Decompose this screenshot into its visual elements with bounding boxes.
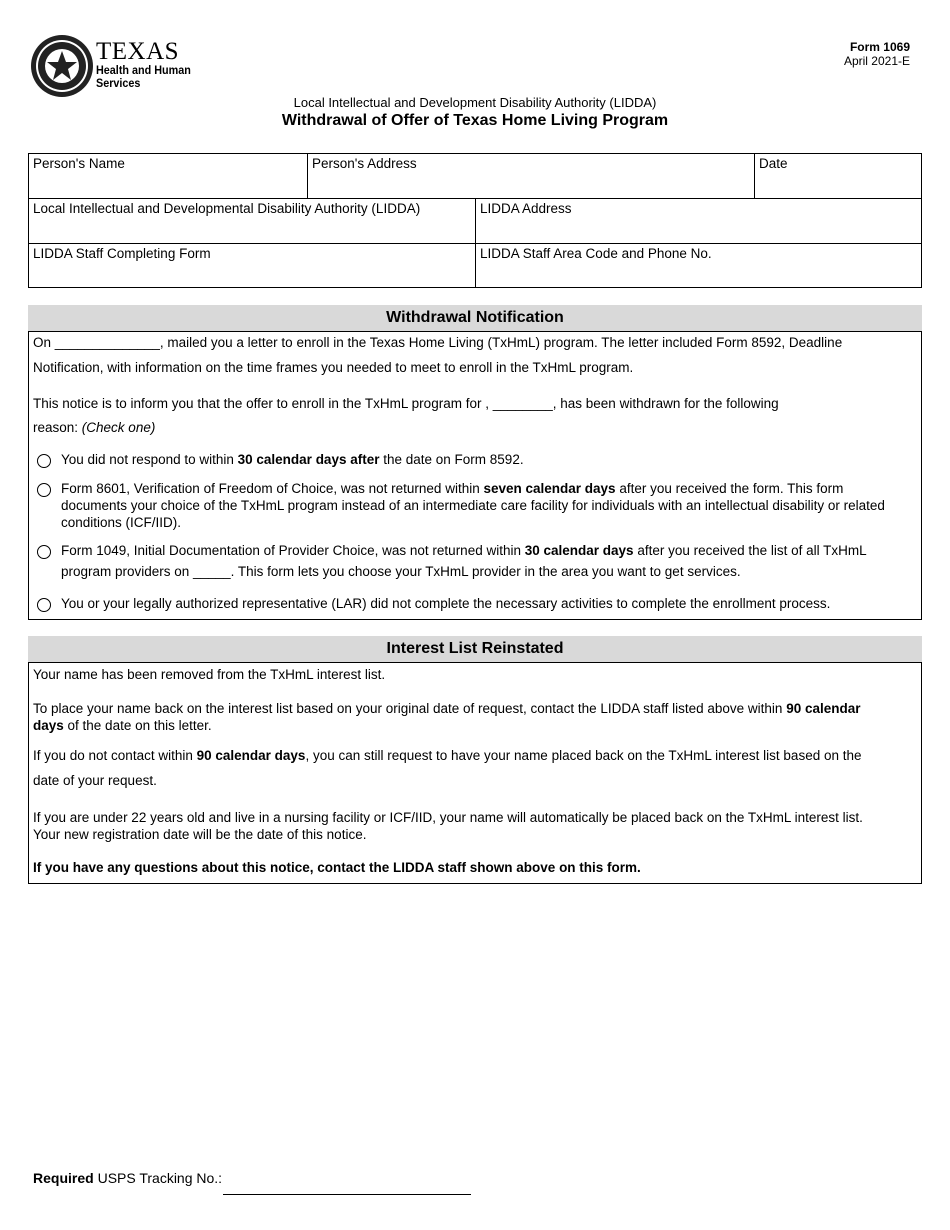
interest-para2-line2: days of the date on this letter. [33, 718, 212, 733]
lidda-address-field[interactable] [476, 199, 921, 243]
interest-para3-line2: date of your request. [33, 773, 157, 788]
lidda-staff-phone-label: LIDDA Staff Area Code and Phone No. [480, 246, 712, 261]
logo-hhs-line2: Services [96, 76, 141, 90]
lidda-staff-phone-field[interactable] [476, 244, 921, 288]
reason-radio-2[interactable] [37, 483, 51, 497]
withdrawal-para2-line1: This notice is to inform you that the offer to enroll in the TxHmL program for , ________, has been withdrawn for the following [33, 396, 779, 411]
lidda-field[interactable] [29, 199, 475, 243]
interest-para2-line1: To place your name back on the interest list based on your original date of request, contact the LIDDA staff listed above within 90 calendar [33, 701, 861, 716]
hhs-logo [30, 34, 200, 100]
persons-address-field[interactable] [308, 154, 754, 198]
form-subtitle: Local Intellectual and Development Disability Authority (LIDDA) [293, 95, 657, 110]
reason-radio-1[interactable] [37, 454, 51, 468]
reason-3-line1: Form 1049, Initial Documentation of Provider Choice, was not returned within 30 calendar days after you received the list of all TxHmL [61, 543, 867, 558]
date-label: Date [759, 156, 788, 171]
usps-tracking-label: Required USPS Tracking No.: [33, 1170, 223, 1186]
reason-radio-4[interactable] [37, 598, 51, 612]
form-number: Form 1069 [849, 40, 910, 54]
check-one-note: (Check one) [81, 420, 156, 435]
interest-para3-line1: If you do not contact within 90 calendar days, you can still request to have your name placed back on the TxHmL interest list based on the [33, 748, 862, 763]
interest-para1: Your name has been removed from the TxHmL interest list. [33, 667, 386, 682]
withdrawal-header: Withdrawal Notification [28, 305, 922, 331]
withdrawal-para1-line2: Notification, with information on the time frames you needed to meet to enroll in the TxHmL program. [33, 360, 634, 375]
reason-4-text: You or your legally authorized representative (LAR) did not complete the necessary activities to complete the enrollment process. [61, 596, 831, 611]
form-id [844, 40, 910, 68]
reason-3-line2: program providers on _____. This form lets you choose your TxHmL provider in the area you want to get services. [61, 564, 741, 579]
reason-2-line3: conditions (ICF/IID). [61, 515, 182, 530]
withdrawal-para1-line1: On ______________, mailed you a letter to enroll in the Texas Home Living (TxHmL) program. The letter included Form 8592, Deadline [33, 335, 843, 350]
logo-texas: TEXAS [96, 38, 180, 65]
interest-list-header: Interest List Reinstated [28, 636, 922, 662]
reason-2-line1: Form 8601, Verification of Freedom of Choice, was not returned within seven calendar days after you received the form. This form [61, 481, 844, 496]
lidda-address-label: LIDDA Address [480, 201, 572, 216]
texas-seal-icon [30, 34, 94, 98]
persons-name-field[interactable] [29, 154, 307, 198]
reason-2-line2: documents your choice of the TxHmL program instead of an intermediate care facility for individuals with an intellectual disability or related [61, 498, 885, 513]
withdrawal-section [28, 305, 922, 620]
interest-para4-line1: If you are under 22 years old and live in a nursing facility or ICF/IID, your name will automatically be placed back on the TxHmL interest list. [33, 810, 863, 825]
lidda-staff-label: LIDDA Staff Completing Form [33, 246, 211, 261]
lidda-staff-field[interactable] [29, 244, 475, 288]
usps-tracking-field[interactable] [223, 1194, 471, 1195]
date-field[interactable] [755, 154, 921, 198]
reason-radio-3[interactable] [37, 545, 51, 559]
persons-name-label: Person's Name [33, 156, 125, 171]
person-info-table [28, 153, 922, 288]
form-title: Withdrawal of Offer of Texas Home Living Program [281, 112, 669, 129]
lidda-label: Local Intellectual and Developmental Disability Authority (LIDDA) [33, 201, 421, 216]
form-revision: April 2021-E [843, 54, 910, 68]
logo-hhs-line1: Health and Human [96, 63, 191, 77]
interest-para4-line2: Your new registration date will be the date of this notice. [33, 827, 367, 842]
withdrawal-para2-line2: reason: (Check one) [33, 420, 156, 435]
persons-address-label: Person's Address [312, 156, 417, 171]
interest-para5: If you have any questions about this notice, contact the LIDDA staff shown above on this form. [33, 860, 641, 875]
interest-list-section [28, 636, 922, 884]
reason-1-text: You did not respond to within 30 calendar days after the date on Form 8592. [61, 452, 524, 467]
